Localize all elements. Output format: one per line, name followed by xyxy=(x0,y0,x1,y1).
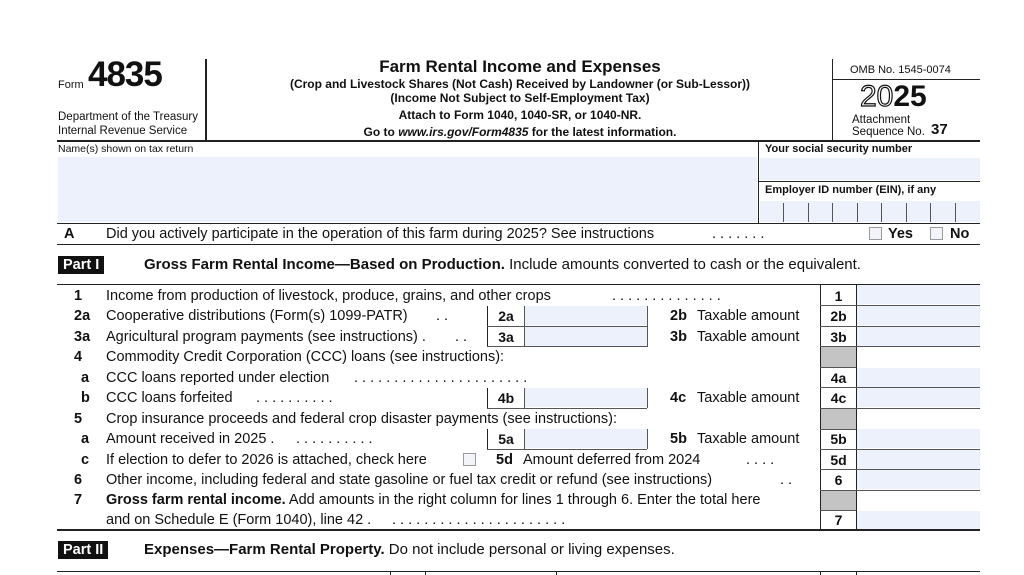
line-7-input[interactable] xyxy=(857,511,980,529)
line-5d-dots: . . . . xyxy=(746,452,775,468)
form-title: Farm Rental Income and Expenses xyxy=(379,57,661,76)
ssn-label: Your social security number xyxy=(765,143,913,155)
form-number: 4835 xyxy=(88,55,162,94)
line-2b-box-label: 2b xyxy=(830,308,847,324)
line-2a-num: 2a xyxy=(74,308,91,324)
goto-line xyxy=(208,125,832,139)
line-4b-num: b xyxy=(81,390,90,406)
question-a-rule xyxy=(57,244,980,245)
yes-checkbox[interactable] xyxy=(869,227,882,240)
ein-sep xyxy=(857,203,858,222)
part1-heading xyxy=(144,256,861,273)
line-5d-input[interactable] xyxy=(857,450,980,469)
rule xyxy=(820,510,856,511)
line-6-num: 6 xyxy=(74,472,83,488)
part2-title: Expenses—Farm Rental Property. xyxy=(144,541,385,558)
part1-title: Gross Farm Rental Income—Based on Production. xyxy=(144,256,505,273)
goto-suffix: for the latest information. xyxy=(528,125,677,139)
ssn-rule xyxy=(758,181,980,182)
line-4c-input[interactable] xyxy=(857,388,980,407)
line-3a-text: Agricultural program payments (see instructions) . xyxy=(106,329,426,345)
line-3b-text: Taxable amount xyxy=(697,329,800,345)
part1-badge: Part I xyxy=(58,256,104,274)
line-2a-input[interactable] xyxy=(525,306,647,325)
sequence-label: Sequence No. xyxy=(852,126,925,138)
line-2a-dots: . . xyxy=(436,308,449,324)
yes-label: Yes xyxy=(888,226,913,242)
line-3a-num: 3a xyxy=(74,329,91,345)
line-3b-num: 3b xyxy=(670,329,687,345)
names-label: Name(s) shown on tax return xyxy=(58,143,194,155)
line-4b-text: CCC loans forfeited xyxy=(106,390,233,406)
line-5b-text: Taxable amount xyxy=(697,431,800,447)
mid-col-right-edge xyxy=(647,388,648,408)
line-5c-text: If election to defer to 2026 is attached, check here xyxy=(106,452,427,468)
line-1-text: Income from production of livestock, produce, grains, and other crops xyxy=(106,288,551,304)
tax-year-bold: 25 xyxy=(893,80,927,113)
line-3b-input[interactable] xyxy=(857,327,980,346)
line-4a-input[interactable] xyxy=(857,368,980,387)
line-1-dots: . . . . . . . . . . . . . . xyxy=(612,288,721,304)
line-7-text xyxy=(106,492,760,508)
ein-sep xyxy=(955,203,956,222)
ein-sep xyxy=(783,203,784,222)
irs-label: Internal Revenue Service xyxy=(58,125,188,137)
part2-badge: Part II xyxy=(58,541,108,559)
line-5a-text: Amount received in 2025 . xyxy=(106,431,275,447)
rule xyxy=(487,408,647,409)
line-7-shaded-box xyxy=(821,491,856,510)
tax-year-outline: 20 xyxy=(860,80,894,113)
omb-number: OMB No. 1545-0074 xyxy=(850,64,951,76)
attach-instruction: Attach to Form 1040, 1040-SR, or 1040-NR. xyxy=(398,108,642,122)
question-a-dots: . . . . . . . xyxy=(712,226,765,242)
line-5a-num: a xyxy=(81,431,90,447)
line-2b-input[interactable] xyxy=(857,306,980,325)
header-rule xyxy=(57,140,980,142)
rule xyxy=(820,429,856,430)
ein-sep xyxy=(832,203,833,222)
line-4-text: Commodity Credit Corporation (CCC) loans (see instructions): xyxy=(106,349,505,365)
identity-rule xyxy=(57,223,980,224)
identity-divider xyxy=(758,141,759,223)
form-subtitle-2: (Income Not Subject to Self-Employment Tax) xyxy=(390,91,650,105)
line-5a-input[interactable] xyxy=(525,429,647,448)
line-6-text: Other income, including federal and state gasoline or fuel tax credit or refund (see instructions) xyxy=(106,472,713,488)
line-3a-input[interactable] xyxy=(525,327,647,346)
line-6-box-label: 6 xyxy=(834,472,843,488)
mid-col-right-edge xyxy=(647,429,648,449)
line-4c-num: 4c xyxy=(670,390,687,406)
line-2b-num: 2b xyxy=(670,308,687,324)
goto-prefix: Go to xyxy=(363,125,399,139)
line-6-input[interactable] xyxy=(857,470,980,489)
line-1-input[interactable] xyxy=(857,285,980,304)
ssn-input[interactable] xyxy=(760,158,980,180)
line-4a-text: CCC loans reported under election xyxy=(106,370,330,386)
part2-heading xyxy=(144,541,675,558)
ein-input[interactable] xyxy=(760,201,980,222)
names-input[interactable] xyxy=(58,157,757,222)
line-5-shaded-box xyxy=(821,409,856,429)
part1-end-rule xyxy=(57,529,980,531)
line-5d-text: Amount deferred from 2024 xyxy=(523,452,701,468)
line-4b-dots: . . . . . . . . . . xyxy=(256,390,333,406)
rule xyxy=(487,449,647,450)
line-4-shaded-box xyxy=(821,347,856,367)
line-4a-box-label: 4a xyxy=(830,370,847,386)
line-5d-num: 5d xyxy=(496,452,513,468)
attachment-label: Attachment xyxy=(852,114,911,126)
line-3a-box-label: 3a xyxy=(498,329,514,345)
rule xyxy=(820,367,856,368)
line-5-num: 5 xyxy=(74,411,83,427)
sequence-number: 37 xyxy=(931,121,948,138)
line-7-dots: . . . . . . . . . . . . . . . . . . . . . . xyxy=(392,512,566,528)
mid-col-right-edge xyxy=(647,306,648,347)
line-5b-num: 5b xyxy=(670,431,687,447)
line-5a-box-label: 5a xyxy=(498,431,514,447)
ein-sep xyxy=(906,203,907,222)
header-divider-right xyxy=(832,59,833,140)
line-4a-dots: . . . . . . . . . . . . . . . . . . . . . . xyxy=(354,370,528,386)
line-7-num: 7 xyxy=(74,492,83,508)
line-1-num: 1 xyxy=(74,288,83,304)
defer-election-checkbox[interactable] xyxy=(463,453,476,466)
question-a-text: Did you actively participate in the operation of this farm during 2025? See instructions xyxy=(106,226,655,242)
part2-subtitle: Do not include personal or living expenses. xyxy=(384,541,675,558)
line-7-bold: Gross farm rental income. xyxy=(106,492,286,508)
department-label: Department of the Treasury xyxy=(58,111,198,123)
line-7-text2: and on Schedule E (Form 1040), line 42 . xyxy=(106,512,372,528)
ein-sep xyxy=(930,203,931,222)
line-5-text: Crop insurance proceeds and federal crop disaster payments (see instructions): xyxy=(106,411,617,427)
line-7-text-rest: Add amounts in the right column for lines 1 through 6. Enter the total here xyxy=(285,492,761,508)
title-block xyxy=(208,57,832,139)
line-5b-input[interactable] xyxy=(857,429,980,448)
ein-sep xyxy=(881,203,882,222)
line-1-box-label: 1 xyxy=(834,288,843,304)
question-a-letter: A xyxy=(64,226,75,242)
line-3b-box-label: 3b xyxy=(830,329,847,345)
line-2a-box-label: 2a xyxy=(498,308,514,324)
ein-label: Employer ID number (EIN), if any xyxy=(765,184,937,196)
line-5d-box-label: 5d xyxy=(830,452,847,468)
ein-sep xyxy=(808,203,809,222)
part1-subtitle: Include amounts converted to cash or the equivalent. xyxy=(504,256,861,273)
line-5c-num: c xyxy=(81,452,90,468)
irs-url-link[interactable]: www.irs.gov/Form4835 xyxy=(398,125,529,139)
rule xyxy=(487,346,647,347)
line-2b-text: Taxable amount xyxy=(697,308,800,324)
part1-rule xyxy=(57,284,980,285)
header-divider-left xyxy=(205,59,207,140)
line-4-num: 4 xyxy=(74,349,83,365)
line-2a-text: Cooperative distributions (Form(s) 1099-PATR) xyxy=(106,308,408,324)
line-4c-text: Taxable amount xyxy=(697,390,800,406)
part2-rule xyxy=(57,571,980,572)
no-checkbox[interactable] xyxy=(930,227,943,240)
no-label: No xyxy=(950,226,970,242)
line-7-box-label: 7 xyxy=(834,512,843,528)
form-word: Form xyxy=(58,79,84,91)
line-3a-dots: . . xyxy=(455,329,468,345)
line-4a-num: a xyxy=(81,370,90,386)
line-5a-dots: . . . . . . . . . . xyxy=(296,431,373,447)
tax-year xyxy=(860,81,927,113)
line-6-dots: . . xyxy=(780,472,793,488)
line-5b-box-label: 5b xyxy=(830,431,847,447)
form-subtitle-1: (Crop and Livestock Shares (Not Cash) Received by Landowner (or Sub-Lessor)) xyxy=(289,77,751,91)
line-4b-box-label: 4b xyxy=(497,390,515,406)
line-4b-input[interactable] xyxy=(525,388,647,407)
line-4c-box-label: 4c xyxy=(830,390,847,406)
